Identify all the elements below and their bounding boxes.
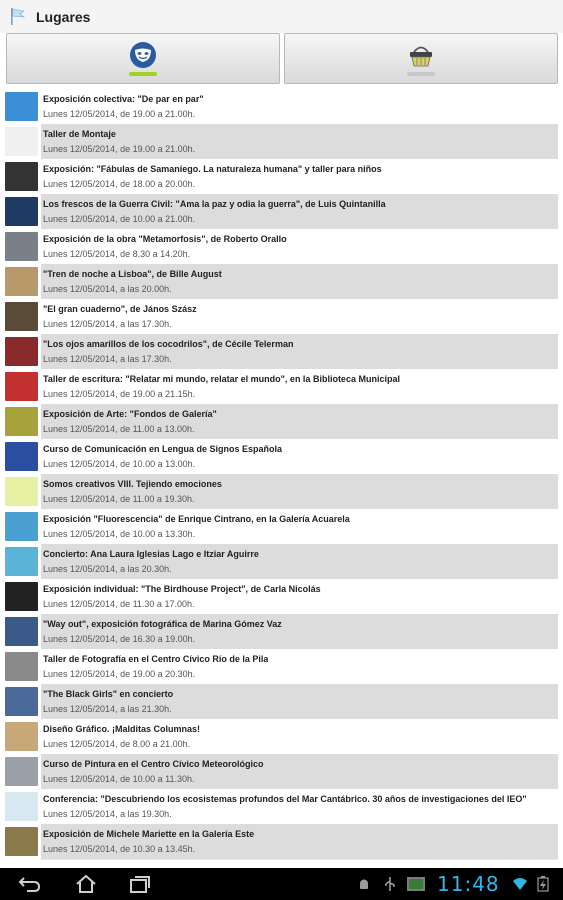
- list-item[interactable]: [0, 299, 563, 334]
- list-item[interactable]: [0, 754, 563, 789]
- list-item[interactable]: [0, 649, 563, 684]
- list-item[interactable]: [0, 229, 563, 264]
- event-date: Lunes 12/05/2014, a las 19.30h.: [43, 809, 172, 819]
- event-title: Taller de Montaje: [43, 129, 116, 139]
- event-title: "The Black Girls" en concierto: [43, 689, 174, 699]
- event-title: Exposición "Fluorescencia" de Enrique Cintrano, en la Galería Acuarela: [43, 514, 350, 524]
- event-thumbnail: [5, 547, 38, 576]
- event-list: [0, 89, 563, 859]
- event-thumbnail: [5, 652, 38, 681]
- list-item[interactable]: [0, 614, 563, 649]
- flag-icon[interactable]: [8, 6, 28, 26]
- event-text: [41, 684, 558, 720]
- event-thumbnail: [5, 337, 38, 366]
- tab-bar: [0, 33, 563, 87]
- tab-indicator-active: [129, 72, 157, 76]
- event-date: Lunes 12/05/2014, de 10.30 a 13.45h.: [43, 844, 196, 854]
- event-thumbnail: [5, 92, 38, 121]
- recent-apps-icon[interactable]: [128, 874, 152, 894]
- app-title: Lugares: [36, 9, 91, 25]
- wifi-icon: [512, 876, 528, 892]
- event-text: [41, 789, 558, 825]
- event-thumbnail: [5, 302, 38, 331]
- event-text: [41, 369, 558, 405]
- event-text: [41, 439, 558, 475]
- event-title: Exposición colectiva: "De par en par": [43, 94, 204, 104]
- event-date: Lunes 12/05/2014, de 10.00 a 21.00h.: [43, 214, 196, 224]
- event-thumbnail: [5, 617, 38, 646]
- event-thumbnail: [5, 582, 38, 611]
- event-title: "El gran cuaderno", de János Szász: [43, 304, 197, 314]
- event-date: Lunes 12/05/2014, de 10.00 a 11.30h.: [43, 774, 195, 784]
- event-text: [41, 264, 558, 300]
- event-thumbnail: [5, 757, 38, 786]
- event-text: [41, 579, 558, 615]
- event-thumbnail: [5, 792, 38, 821]
- event-title: Conferencia: "Descubriendo los ecosistemas profundos del Mar Cantábrico. 30 años de investigaciones del IEO": [43, 794, 527, 804]
- list-item[interactable]: [0, 439, 563, 474]
- event-date: Lunes 12/05/2014, a las 20.30h.: [43, 564, 172, 574]
- event-thumbnail: [5, 407, 38, 436]
- list-item[interactable]: [0, 509, 563, 544]
- event-title: Exposición de Michele Mariette en la Galería Este: [43, 829, 255, 839]
- list-item[interactable]: [0, 369, 563, 404]
- event-text: [41, 824, 558, 860]
- list-item[interactable]: [0, 264, 563, 299]
- event-date: Lunes 12/05/2014, de 16.30 a 19.00h.: [43, 634, 196, 644]
- list-item[interactable]: [0, 719, 563, 754]
- event-date: Lunes 12/05/2014, de 8.00 a 21.00h.: [43, 739, 191, 749]
- event-title: Exposición de Arte: "Fondos de Galería": [43, 409, 217, 419]
- event-text: [41, 719, 558, 755]
- event-text: [41, 614, 558, 650]
- mask-theater-icon: [128, 40, 158, 70]
- list-item[interactable]: [0, 544, 563, 579]
- event-title: Exposición: "Fábulas de Samaniego. La naturaleza humana" y taller para niños: [43, 164, 382, 174]
- event-thumbnail: [5, 512, 38, 541]
- event-thumbnail: [5, 722, 38, 751]
- list-item[interactable]: [0, 334, 563, 369]
- list-item[interactable]: [0, 159, 563, 194]
- battery-icon: [537, 876, 549, 892]
- event-date: Lunes 12/05/2014, a las 17.30h.: [43, 354, 172, 364]
- event-title: Curso de Pintura en el Centro Cívico Meteorológico: [43, 759, 264, 769]
- android-debug-icon: [356, 876, 372, 892]
- event-thumbnail: [5, 127, 38, 156]
- event-title: Taller de Fotografía en el Centro Cívico Río de la Pila: [43, 654, 269, 664]
- event-text: [41, 754, 558, 790]
- event-date: Lunes 12/05/2014, de 11.30 a 17.00h.: [43, 599, 195, 609]
- tab-indicator-inactive: [407, 72, 435, 76]
- event-title: Taller de escritura: "Relatar mi mundo, relatar el mundo", en la Biblioteca Municipal: [43, 374, 400, 384]
- event-thumbnail: [5, 267, 38, 296]
- list-item[interactable]: [0, 684, 563, 719]
- event-text: [41, 544, 558, 580]
- event-title: "Los ojos amarillos de los cocodrilos", de Cécile Telerman: [43, 339, 294, 349]
- event-date: Lunes 12/05/2014, de 11.00 a 19.30h.: [43, 494, 195, 504]
- event-text: [41, 509, 558, 545]
- event-date: Lunes 12/05/2014, de 18.00 a 20.00h.: [43, 179, 196, 189]
- list-item[interactable]: [0, 824, 563, 859]
- event-title: Exposición individual: "The Birdhouse Project", de Carla Nicolás: [43, 584, 321, 594]
- event-date: Lunes 12/05/2014, de 19.00 a 21.00h.: [43, 144, 196, 154]
- list-item[interactable]: [0, 194, 563, 229]
- event-title: Diseño Gráfico. ¡Malditas Columnas!: [43, 724, 201, 734]
- event-title: Somos creativos VIII. Tejiendo emociones: [43, 479, 222, 489]
- list-item[interactable]: [0, 404, 563, 439]
- event-thumbnail: [5, 162, 38, 191]
- action-bar: [0, 0, 563, 33]
- event-date: Lunes 12/05/2014, de 10.00 a 13.30h.: [43, 529, 196, 539]
- event-title: "Way out", exposición fotográfica de Marina Gómez Vaz: [43, 619, 282, 629]
- event-date: Lunes 12/05/2014, de 19.00 a 21.15h.: [43, 389, 196, 399]
- event-text: [41, 649, 558, 685]
- event-text: [41, 194, 558, 230]
- system-nav-bar: [0, 868, 563, 900]
- event-date: Lunes 12/05/2014, de 19.00 a 21.00h.: [43, 109, 196, 119]
- list-item[interactable]: [0, 474, 563, 509]
- back-icon[interactable]: [18, 874, 42, 894]
- event-thumbnail: [5, 372, 38, 401]
- event-title: Concierto: Ana Laura Iglesias Lago e Itziar Aguirre: [43, 549, 259, 559]
- event-thumbnail: [5, 477, 38, 506]
- event-text: [41, 404, 558, 440]
- event-thumbnail: [5, 827, 38, 856]
- list-item[interactable]: [0, 124, 563, 159]
- event-text: [41, 124, 558, 160]
- event-title: Exposición de la obra "Metamorfosis", de Roberto Orallo: [43, 234, 287, 244]
- event-title: Curso de Comunicación en Lengua de Signos Española: [43, 444, 283, 454]
- event-date: Lunes 12/05/2014, a las 20.00h.: [43, 284, 172, 294]
- event-date: Lunes 12/05/2014, de 8.30 a 14.20h.: [43, 249, 191, 259]
- event-date: Lunes 12/05/2014, a las 17.30h.: [43, 319, 172, 329]
- event-text: [41, 474, 558, 510]
- event-date: Lunes 12/05/2014, de 11.00 a 13.00h.: [43, 424, 195, 434]
- tab-culture[interactable]: [6, 33, 280, 84]
- event-text: [41, 159, 558, 195]
- event-text: [41, 299, 558, 335]
- event-text: [41, 89, 558, 125]
- status-clock: 11:48: [437, 872, 500, 896]
- event-date: Lunes 12/05/2014, a las 21.30h.: [43, 704, 172, 714]
- event-thumbnail: [5, 197, 38, 226]
- event-thumbnail: [5, 442, 38, 471]
- event-title: Los frescos de la Guerra Civil: "Ama la paz y odia la guerra", de Luis Quintanilla: [43, 199, 386, 209]
- event-thumbnail: [5, 687, 38, 716]
- event-text: [41, 334, 558, 370]
- basket-icon: [406, 40, 436, 70]
- list-item[interactable]: [0, 89, 563, 124]
- home-icon[interactable]: [74, 874, 98, 894]
- list-item[interactable]: [0, 579, 563, 614]
- event-text: [41, 229, 558, 265]
- list-item[interactable]: [0, 789, 563, 824]
- screenshot-icon: [406, 876, 426, 892]
- event-date: Lunes 12/05/2014, de 10.00 a 13.00h.: [43, 459, 196, 469]
- event-title: "Tren de noche a Lisboa", de Bille August: [43, 269, 222, 279]
- event-thumbnail: [5, 232, 38, 261]
- tab-shopping[interactable]: [284, 33, 558, 84]
- event-date: Lunes 12/05/2014, de 19.00 a 20.30h.: [43, 669, 196, 679]
- usb-icon: [382, 876, 398, 892]
